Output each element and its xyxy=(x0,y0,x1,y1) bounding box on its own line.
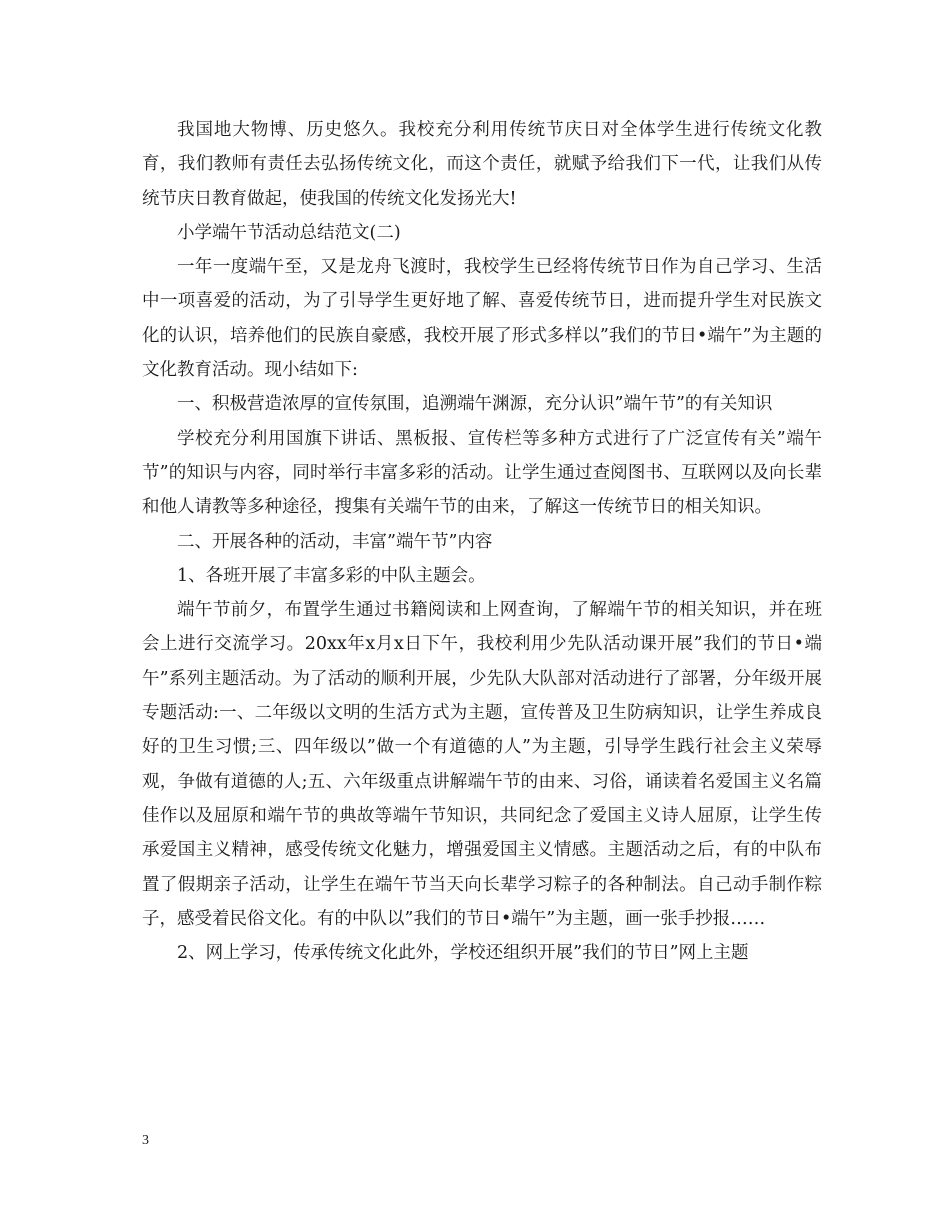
paragraph-intro-conclusion: 我国地大物博、历史悠久。我校充分利用传统节庆日对全体学生进行传统文化教育，我们教师有责任去弘扬传统文化，而这个责任，就赋予给我们下一代，让我们从传统节庆日教育做起，使我国的传统文化发扬光大! xyxy=(142,120,822,209)
document-body xyxy=(142,113,822,970)
paragraph-class-activities: 端午节前夕，布置学生通过书籍阅读和上网查询，了解端午节的相关知识，并在班会上进行交流学习。20xx年x月x日下午，我校利用少先队活动课开展”我们的节日•端午”系列主题活动。为了活动的顺利开展，少先队大队部对活动进行了部署，分年级开展专题活动:一、二年级以文明的生活方式为主题，宣传普及卫生防病知识，让学生养成良好的卫生习惯;三、四年级以”做一个有道德的人”为主题，引导学生践行社会主义荣辱观，争做有道德的人;五、六年级重点讲解端午节的由来、习俗，诵读着名爱国主义名篇佳作以及屈原和端午节的典故等端午节知识，共同纪念了爱国主义诗人屈原，让学生传承爱国主义精神，感受传统文化魅力，增强爱国主义情感。主题活动之后，有的中队布置了假期亲子活动，让学生在端午节当天向长辈学习粽子的各种制法。自己动手制作粽子，感受着民俗文化。有的中队以”我们的节日•端午”为主题，画一张手抄报…… xyxy=(142,600,822,929)
heading-two: 二、开展各种的活动，丰富”端午节”内容 xyxy=(177,531,493,552)
subheading-one: 1、各班开展了丰富多彩的中队主题会。 xyxy=(177,565,486,586)
paragraph-opening: 一年一度端午至，又是龙舟飞渡时，我校学生已经将传统节日作为自己学习、生活中一项喜爱的活动，为了引导学生更好地了解、喜爱传统节日，进而提升学生对民族文化的认识，培养他们的民族自豪感，我校开展了形式多样以”我们的节日•端午”为主题的文化教育活动。现小结如下: xyxy=(142,257,822,381)
page-number: 3 xyxy=(142,1133,149,1148)
paragraph-publicity: 学校充分利用国旗下讲话、黑板报、宣传栏等多种方式进行了广泛宣传有关”端午节”的知识与内容，同时举行丰富多彩的活动。让学生通过查阅图书、互联网以及向长辈和他人请教等多种途径，搜集有关端午节的由来，了解这一传统节日的相关知识。 xyxy=(142,428,822,518)
section-title: 小学端午节活动总结范文(二) xyxy=(177,222,401,243)
subheading-two: 2、网上学习，传承传统文化此外，学校还组织开展”我们的节日”网上主题 xyxy=(177,943,749,964)
heading-one: 一、积极营造浓厚的宣传氛围，追溯端午渊源，充分认识”端午节”的有关知识 xyxy=(177,394,773,415)
